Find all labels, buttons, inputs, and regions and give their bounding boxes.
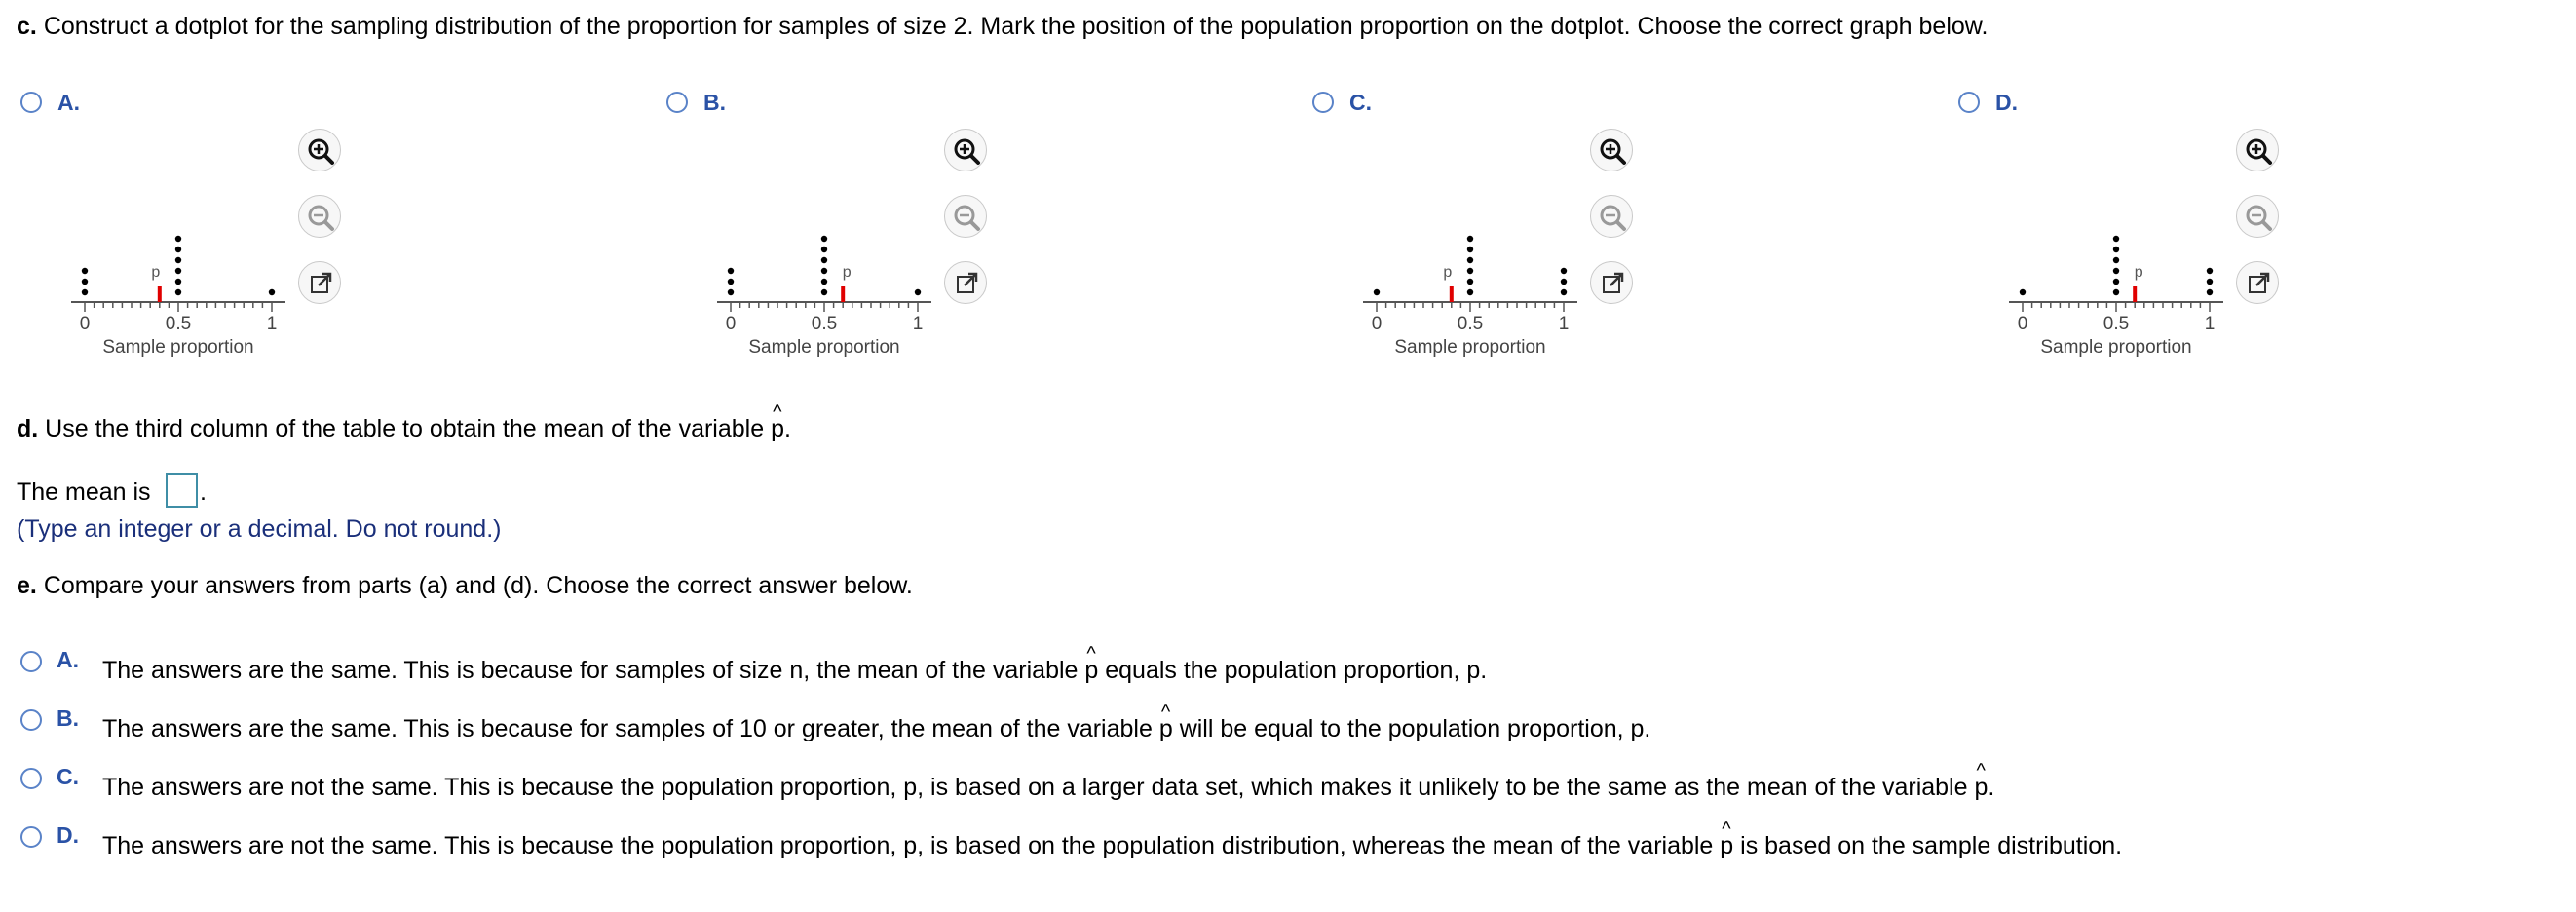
tick-label: 1 xyxy=(2204,314,2216,334)
data-dot xyxy=(269,289,275,295)
data-dot xyxy=(1374,289,1380,295)
data-dot xyxy=(1561,268,1567,274)
option-e-c-text[interactable]: The answers are not the same. This is because the population proportion, p, is based on a larger data set, which makes it unlikely to be the same as the mean of the variable ^ p. xyxy=(102,773,1994,802)
option-c-a-letter[interactable]: A. xyxy=(57,90,80,115)
radio-e-b[interactable] xyxy=(20,709,42,731)
data-dot xyxy=(175,247,181,252)
zoom-in-icon xyxy=(2237,130,2280,172)
part-d-prompt: d. Use the third column of the table to obtain the mean of the variable ^ p. xyxy=(17,414,791,443)
option-e-d-text[interactable]: The answers are not the same. This is because the population proportion, p, is based on the population distribution, whereas the mean of the variable ^ p is based on the sample distribution. xyxy=(102,831,2122,860)
radio-e-a[interactable] xyxy=(20,651,42,672)
option-c-c-letter[interactable]: C. xyxy=(1349,90,1372,115)
data-dot xyxy=(1561,279,1567,285)
data-dot xyxy=(2113,289,2119,295)
data-dot xyxy=(2207,268,2213,274)
part-c-label: c. xyxy=(17,13,37,40)
tick-label: 0.5 xyxy=(2102,314,2130,334)
data-dot xyxy=(2207,279,2213,285)
mean-hint: (Type an integer or a decimal. Do not round.) xyxy=(17,515,502,543)
data-dot xyxy=(915,289,921,295)
p-hat-symbol: ^ p xyxy=(1159,714,1173,743)
part-d-text: Use the third column of the table to obtain the mean of the variable xyxy=(45,415,765,442)
zoom-out-button[interactable] xyxy=(298,195,341,238)
option-e-a-text[interactable]: The answers are the same. This is because for samples of size n, the mean of the variable ^ p equals the population proportion, p. xyxy=(102,656,1487,685)
open-new-window-icon xyxy=(945,262,988,305)
data-dot xyxy=(821,289,827,295)
open-new-window-icon xyxy=(2237,262,2280,305)
part-e-text: Compare your answers from parts (a) and (d). Choose the correct answer below. xyxy=(43,572,913,599)
data-dot xyxy=(1467,279,1473,285)
open-new-window-button[interactable] xyxy=(298,261,341,304)
data-dot xyxy=(175,279,181,285)
data-dot xyxy=(1467,289,1473,295)
population-proportion-label: p xyxy=(842,264,852,281)
data-dot xyxy=(82,268,88,274)
tick-label: 0.5 xyxy=(165,314,192,334)
data-dot xyxy=(175,257,181,263)
part-c-text: Construct a dotplot for the sampling distribution of the proportion for samples of size 2. Mark the position of the population proportion on the dotplot. Choose the correct graph below. xyxy=(43,13,1989,40)
open-new-window-button[interactable] xyxy=(944,261,987,304)
x-axis-label: Sample proportion xyxy=(102,337,254,358)
zoom-out-icon xyxy=(2237,196,2280,239)
tick-label: 0.5 xyxy=(1457,314,1484,334)
open-new-window-icon xyxy=(1591,262,1634,305)
part-c-prompt xyxy=(17,12,1988,41)
part-d-label: d. xyxy=(17,415,39,442)
zoom-out-button[interactable] xyxy=(2236,195,2279,238)
data-dot xyxy=(821,279,827,285)
p-hat-symbol: ^ p xyxy=(771,414,784,443)
data-dot xyxy=(175,289,181,295)
tick-label: 1 xyxy=(1558,314,1570,334)
open-new-window-button[interactable] xyxy=(1590,261,1633,304)
tick-label: 0 xyxy=(79,314,91,334)
zoom-in-button[interactable] xyxy=(298,129,341,171)
option-e-c-letter[interactable]: C. xyxy=(57,764,79,789)
data-dot xyxy=(821,236,827,242)
data-dot xyxy=(1467,247,1473,252)
data-dot xyxy=(2113,268,2119,274)
data-dot xyxy=(175,236,181,242)
tick-label: 0.5 xyxy=(811,314,838,334)
x-axis-label: Sample proportion xyxy=(1394,337,1546,358)
data-dot xyxy=(2113,236,2119,242)
population-proportion-label: p xyxy=(2134,264,2143,281)
data-dot xyxy=(821,257,827,263)
tick-label: 1 xyxy=(266,314,278,334)
p-hat-symbol: ^ p xyxy=(1974,773,1988,802)
radio-c-b[interactable] xyxy=(666,92,688,113)
p-hat-symbol: ^ p xyxy=(1720,831,1733,860)
zoom-out-button[interactable] xyxy=(944,195,987,238)
zoom-in-icon xyxy=(945,130,988,172)
data-dot xyxy=(728,268,734,274)
zoom-in-button[interactable] xyxy=(2236,129,2279,171)
zoom-out-icon xyxy=(299,196,342,239)
data-dot xyxy=(728,289,734,295)
p-hat-symbol: ^ p xyxy=(1084,656,1098,685)
x-axis-label: Sample proportion xyxy=(748,337,900,358)
mean-suffix: . xyxy=(200,478,207,506)
x-axis-label: Sample proportion xyxy=(2040,337,2192,358)
data-dot xyxy=(1561,289,1567,295)
option-e-d-letter[interactable]: D. xyxy=(57,822,79,848)
dotplot-a xyxy=(63,205,287,370)
tick-label: 0 xyxy=(725,314,737,334)
data-dot xyxy=(2207,289,2213,295)
population-proportion-label: p xyxy=(1443,264,1453,281)
part-e-prompt xyxy=(17,571,913,600)
zoom-in-button[interactable] xyxy=(944,129,987,171)
tick-label: 1 xyxy=(912,314,924,334)
data-dot xyxy=(1467,257,1473,263)
option-c-b-letter[interactable]: B. xyxy=(703,90,726,115)
radio-c-a[interactable] xyxy=(20,92,42,113)
data-dot xyxy=(2113,257,2119,263)
radio-e-c[interactable] xyxy=(20,768,42,789)
option-e-b-text[interactable]: The answers are the same. This is because for samples of 10 or greater, the mean of the variable ^ p will be equal to the population proportion, p. xyxy=(102,714,1650,743)
data-dot xyxy=(175,268,181,274)
data-dot xyxy=(2113,279,2119,285)
dotplot-c xyxy=(1355,205,1579,370)
data-dot xyxy=(82,289,88,295)
mean-label: The mean is xyxy=(17,478,151,506)
part-e-label: e. xyxy=(17,572,37,599)
open-new-window-icon xyxy=(299,262,342,305)
mean-input[interactable] xyxy=(166,473,198,508)
data-dot xyxy=(821,268,827,274)
option-e-a-letter[interactable]: A. xyxy=(57,647,79,672)
zoom-in-icon xyxy=(1591,130,1634,172)
open-new-window-button[interactable] xyxy=(2236,261,2279,304)
data-dot xyxy=(82,279,88,285)
data-dot xyxy=(728,279,734,285)
zoom-out-button[interactable] xyxy=(1590,195,1633,238)
radio-c-d[interactable] xyxy=(1958,92,1980,113)
radio-e-d[interactable] xyxy=(20,826,42,848)
tick-label: 0 xyxy=(2017,314,2028,334)
data-dot xyxy=(821,247,827,252)
zoom-in-button[interactable] xyxy=(1590,129,1633,171)
dotplot-d xyxy=(2001,205,2225,370)
data-dot xyxy=(2113,247,2119,252)
option-e-b-letter[interactable]: B. xyxy=(57,705,79,731)
zoom-in-icon xyxy=(299,130,342,172)
data-dot xyxy=(1467,236,1473,242)
radio-c-c[interactable] xyxy=(1312,92,1334,113)
option-c-d-letter[interactable]: D. xyxy=(1995,90,2018,115)
zoom-out-icon xyxy=(945,196,988,239)
dotplot-b xyxy=(709,205,933,370)
data-dot xyxy=(1467,268,1473,274)
tick-label: 0 xyxy=(1371,314,1383,334)
zoom-out-icon xyxy=(1591,196,1634,239)
population-proportion-label: p xyxy=(151,264,161,281)
data-dot xyxy=(2020,289,2026,295)
